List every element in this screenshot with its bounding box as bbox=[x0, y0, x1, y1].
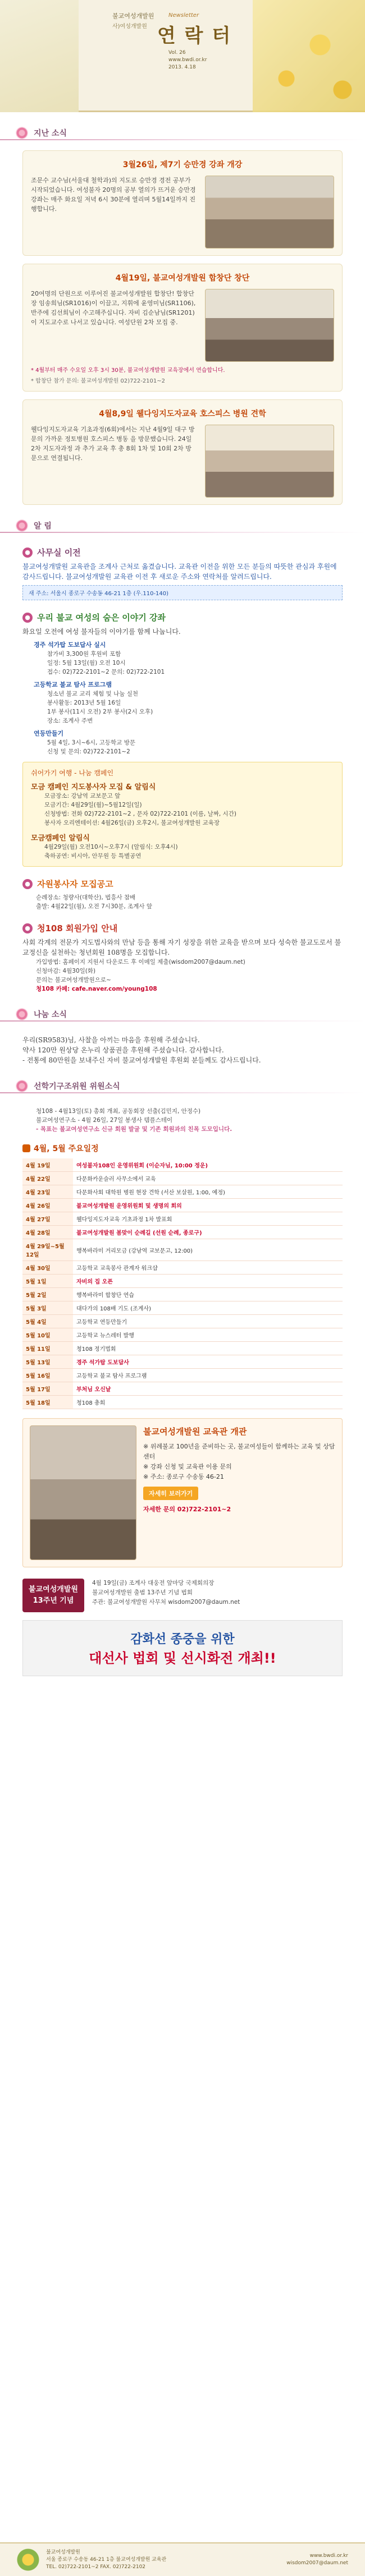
schedule-row bbox=[22, 1369, 343, 1382]
schedule-table bbox=[22, 1158, 343, 1409]
volunteer-line: 출발: 4월22일(월), 오전 7시30분, 조계사 앞 bbox=[36, 903, 153, 910]
campaign-line: 봉사자 오리엔테이션: 4월26일(금) 오후2시, 불교여성개발원 교육장 bbox=[44, 820, 220, 826]
youth-line: 가입방법: 홈페이지 지원서 다운로드 후 이메일 제출(wisdom2007@daum.net) bbox=[36, 959, 245, 965]
news-item bbox=[22, 150, 343, 256]
committee-line: - 목표는 불교여성연구소 신규 회원 발굴 및 기존 회원과의 친목 도모입니다. bbox=[36, 1126, 232, 1133]
notice-volunteer bbox=[22, 872, 343, 911]
anniversary-banner bbox=[22, 1579, 343, 1612]
schedule-row bbox=[22, 1328, 343, 1342]
flower-icon bbox=[16, 519, 28, 532]
campaign-line: 모금기간: 4월29일(월)~5월12일(일) bbox=[44, 802, 142, 808]
youth-line: 문의는 불교여성개발원으로~ bbox=[36, 977, 111, 983]
program-item-title: 고등학교 불교 탐사 프로그램 bbox=[34, 681, 112, 688]
new-address: 새 주소: 서울시 종로구 수송동 46-21 1층 (우.110-140) bbox=[22, 585, 343, 600]
schedule-date: 4월 23일 bbox=[22, 1185, 73, 1199]
news-note: * 합창단 참가 문의: 불교여성개발원 02)722-2101~2 bbox=[31, 378, 166, 384]
schedule-date: 5월 3일 bbox=[22, 1301, 73, 1315]
education-photo bbox=[30, 1425, 136, 1560]
anniversary-line: 4월 19일(금) 조계사 대웅전 앞마당 국제회의장 bbox=[92, 1580, 215, 1586]
ceremony-line: 4월29일(월) 오전10시~오후7시 (알림식: 오후4시) bbox=[44, 844, 178, 850]
program-line: 참가비 3,300원 후원비 포함 bbox=[47, 651, 121, 657]
schedule-date: 4월 29일~5월12일 bbox=[22, 1239, 73, 1261]
schedule-event: 대다가의 108배 기도 (조계사) bbox=[73, 1301, 343, 1315]
issue-date: 2013. 4.18 bbox=[168, 65, 196, 70]
schedule-row bbox=[22, 1212, 343, 1226]
schedule-date: 5월 18일 bbox=[22, 1396, 73, 1409]
schedule-row bbox=[22, 1396, 343, 1409]
section-title: 알 림 bbox=[34, 522, 52, 531]
section-share bbox=[0, 1005, 365, 1024]
schedule-event: 고등학교 연등만들기 bbox=[73, 1315, 343, 1328]
section-title: 나눔 소식 bbox=[34, 1010, 67, 1019]
schedule-row bbox=[22, 1342, 343, 1355]
notice-campaign bbox=[22, 762, 343, 867]
event-banner-line2: 대선사 법회 및 선시화전 개최!! bbox=[89, 1650, 276, 1666]
footer-address: 서울 종로구 수송동 46-21 1층 불교여성개발원 교육관 bbox=[46, 2556, 167, 2563]
footer-phone: TEL. 02)722-2101~2 FAX. 02)722-2102 bbox=[46, 2564, 146, 2570]
news-title: 3월26일, 제7기 승만경 강좌 개강 bbox=[122, 160, 243, 169]
schedule-date: 4월 30일 bbox=[22, 1261, 73, 1275]
section-past-news bbox=[0, 123, 365, 142]
section-divider bbox=[0, 139, 365, 140]
news-text: 20여명의 단원으로 이루어진 불교여성개발원 합창단! 합창단장 임송희님(SR1016)이 이끌고, 지휘에 윤영미님(SR1106), 반주에 김선희님이 수고해주십니다. 자비 김순남님(SR1201)이 지도교수로 나서고 있습니다. 여성단원 2차 모집 중. bbox=[31, 290, 196, 326]
newsletter-label: Newsletter bbox=[168, 12, 199, 19]
section-committee bbox=[0, 1077, 365, 1096]
bullet-icon: ● bbox=[22, 613, 33, 623]
news-title: 4월19일, 불교여성개발원 합창단 창단 bbox=[115, 274, 250, 283]
campaign-line: 모금장소: 강남역 교보문고 앞 bbox=[44, 793, 121, 799]
footer bbox=[0, 2542, 365, 2576]
org-sub: 사)여성개발원 bbox=[112, 24, 147, 30]
hospice-photo bbox=[205, 425, 334, 498]
committee-block bbox=[22, 1101, 343, 1134]
ceremony-line: 축하공연: 비시아, 안무원 등 특별공연 bbox=[44, 853, 142, 859]
schedule-date: 4월 22일 bbox=[22, 1172, 73, 1185]
schedule-row bbox=[22, 1382, 343, 1396]
program-line: 청소년 불교 교리 체험 및 나눔 실천 bbox=[47, 691, 139, 697]
news-item bbox=[22, 264, 343, 392]
schedule-event: 청108 총회 bbox=[73, 1396, 343, 1409]
schedule-date: 4월 27일 bbox=[22, 1212, 73, 1226]
event-banner-line1: 감화선 종중을 위한 bbox=[130, 1632, 235, 1646]
schedule-date: 5월 2일 bbox=[22, 1288, 73, 1301]
schedule-title: 4월, 5월 주요일정 bbox=[34, 1144, 99, 1153]
program-item bbox=[34, 680, 343, 756]
education-line: ※ 주소: 종로구 수송동 46-21 bbox=[143, 1473, 224, 1480]
campaign-title: 모금 캠페인 지도봉사자 모집 & 알림식 bbox=[31, 783, 156, 792]
section-divider bbox=[0, 1092, 365, 1093]
schedule-row bbox=[22, 1158, 343, 1172]
ceremony-title: 모금캠페인 알림식 bbox=[31, 834, 90, 843]
youth-body: 사회 각계의 전문가 지도법사와의 만남 등을 통해 자기 성장을 위한 교육을 받으며 보다 성숙한 불교도로서 불교정신을 실천하는 청년회원 108명을 모집합니다. bbox=[22, 939, 341, 956]
notice-title: 청108 회원가입 안내 bbox=[37, 923, 118, 933]
footer-url[interactable]: www.bwdi.or.kr bbox=[309, 2553, 348, 2559]
volunteer-line: 순례장소: 청량사(대학산), 법흥사 참배 bbox=[36, 894, 136, 901]
schedule-date: 4월 19일 bbox=[22, 1158, 73, 1172]
section-notice bbox=[0, 516, 365, 535]
anniversary-line: 주관: 불교여성개발원 사무처 wisdom2007@daum.net bbox=[92, 1599, 240, 1606]
schedule-event: 고등학교 불교 탐사 프로그램 bbox=[73, 1369, 343, 1382]
masthead bbox=[0, 0, 365, 112]
schedule-event: 다문화사회 대학원 병원 현장 견학 (서산 보살원, 1:00, 예정) bbox=[73, 1185, 343, 1199]
notice-youth bbox=[22, 917, 343, 993]
schedule-date: 4월 28일 bbox=[22, 1226, 73, 1239]
schedule-event: 행복바라미 합창단 연습 bbox=[73, 1288, 343, 1301]
schedule-date: 5월 16일 bbox=[22, 1369, 73, 1382]
program-line: 5월 4일, 3시~6시, 고등학교 방문 bbox=[47, 739, 135, 746]
notice-title: 사무실 이전 bbox=[37, 548, 81, 558]
schedule-event: 다문화카운슬러 사무소에서 교육 bbox=[73, 1172, 343, 1185]
schedule-date: 5월 4일 bbox=[22, 1315, 73, 1328]
section-title: 지난 소식 bbox=[34, 129, 67, 138]
program-sub-title: 연등만들기 bbox=[34, 730, 64, 737]
schedule-row bbox=[22, 1261, 343, 1275]
schedule-row bbox=[22, 1239, 343, 1261]
notice-moving bbox=[22, 541, 343, 600]
news-note: * 4월부터 매주 수요일 오후 3시 30분, 불교여성개발원 교육장에서 연습합니다. bbox=[31, 367, 225, 374]
schedule-event: 불교여성개발원 봄맞이 순례길 (선원 순례, 종로구) bbox=[73, 1226, 343, 1239]
schedule-date: 5월 1일 bbox=[22, 1275, 73, 1288]
committee-line: 불교여성연구소 - 4월 26일, 27일 봉생사 템플스테이 bbox=[36, 1117, 173, 1124]
newsletter-title: 연 락 터 bbox=[157, 25, 232, 47]
bullet-icon: ● bbox=[22, 548, 33, 558]
committee-line: 청108 - 4월13일(토) 총회 개최, 공동회장 선출(김민지, 안정수) bbox=[36, 1108, 201, 1115]
schedule-event: 행복바라미 거리모금 (강남역 교보문고, 12:00) bbox=[73, 1239, 343, 1261]
notice-body: 화요일 오전에 여성 불자들의 이야기를 함께 나눕니다. bbox=[22, 628, 181, 636]
calendar-icon bbox=[22, 1144, 30, 1152]
masthead-flower-image bbox=[253, 0, 365, 112]
schedule-date: 5월 17일 bbox=[22, 1382, 73, 1396]
education-line: ※ 위례불교 100년을 준비하는 곳, 불교여성들이 함께하는 교육 및 상담센터 bbox=[143, 1443, 335, 1460]
youth-cafe-link[interactable]: 청108 카페: cafe.naver.com/young108 bbox=[36, 986, 157, 992]
schedule-event: 웰다잉지도자교육 기초과정 1차 발표회 bbox=[73, 1212, 343, 1226]
share-line: 약사 120만 원상당 온누리 상품권을 후원해 주셨습니다. 감사합니다. bbox=[22, 1046, 224, 1054]
youth-line: 신청마감: 4월30일(화) bbox=[36, 968, 96, 974]
anniversary-line: 불교여성개발원 출범 13주년 기념 법회 bbox=[92, 1589, 193, 1596]
schedule-event: 고등학교 교육봉사 관계자 워크샵 bbox=[73, 1261, 343, 1275]
schedule-event: 부처님 오신날 bbox=[73, 1382, 343, 1396]
bullet-icon: ● bbox=[22, 923, 33, 933]
anniversary-badge: 불교여성개발원 13주년 기념 bbox=[22, 1579, 84, 1612]
program-line: 신청 및 문의: 02)722-2101~2 bbox=[47, 748, 130, 755]
bullet-icon: ● bbox=[22, 879, 33, 889]
education-contact: 자세한 문의 02)722-2101~2 bbox=[143, 1506, 231, 1513]
education-line: ※ 강좌 신청 및 교육관 이용 문의 bbox=[143, 1463, 232, 1470]
schedule-row bbox=[22, 1315, 343, 1328]
footer-email[interactable]: wisdom2007@daum.net bbox=[286, 2560, 348, 2566]
program-item bbox=[34, 640, 343, 677]
education-center bbox=[22, 1418, 343, 1567]
news-text: 웰다잉지도자교육 기초과정(6회)에서는 지난 4월9일 대구 방문의 가까운 정토병원 호스피스 병동 을 방문했습니다. 24일 2차 지도자과정 과 추가 교육 후 총 8회 1차 및 10회 2차 방 문으로 연결됩니다. bbox=[31, 426, 195, 462]
share-block bbox=[22, 1029, 343, 1065]
org-name: 불교여성개발원 bbox=[112, 12, 154, 20]
choir-photo bbox=[205, 289, 334, 362]
news-title: 4월8,9일 웰다잉지도자교육 호스피스 병원 견학 bbox=[99, 410, 266, 418]
program-line: 봉사활동: 2013년 5월 16일 bbox=[47, 700, 121, 706]
notice-title-row bbox=[22, 878, 343, 890]
notice-title-row bbox=[22, 546, 343, 558]
schedule-event: 불교여성개발원 운영위원회 및 생명의 회의 bbox=[73, 1199, 343, 1212]
schedule-date: 5월 10일 bbox=[22, 1328, 73, 1342]
notice-title: 자원봉사자 모집공고 bbox=[37, 879, 113, 889]
event-banner[interactable] bbox=[22, 1620, 343, 1676]
notice-title-row bbox=[22, 922, 343, 934]
schedule-event: 고등학교 뉴스레터 발행 bbox=[73, 1328, 343, 1342]
campaign-headline: 쉬어가기 여행 - 나눔 캠페인 bbox=[31, 769, 114, 777]
flower-icon bbox=[16, 1080, 28, 1092]
schedule-row bbox=[22, 1288, 343, 1301]
campaign-line: 신청방법: 전화 02)722-2101~2 , 문자 02)722-2101 (이름, 날짜, 시간) bbox=[44, 811, 236, 817]
more-info-button[interactable]: 자세히 보러가기 bbox=[143, 1487, 198, 1500]
program-item-title: 경주 석가탑 도보답사 실시 bbox=[34, 641, 106, 648]
program-line: 접수: 02)722-2101~2 문의: 02)722-2101 bbox=[47, 669, 165, 675]
share-line: 우리(SR9583)님, 사찰을 아끼는 마음을 후원해 주셨습니다. bbox=[22, 1036, 200, 1044]
schedule-row bbox=[22, 1355, 343, 1369]
section-divider bbox=[0, 1020, 365, 1022]
schedule-event: 경주 석가탑 도보답사 bbox=[73, 1355, 343, 1369]
program-line: 1부 봉사(11시 오전) 2부 봉사(2시 오후) bbox=[47, 709, 153, 715]
program-line: 장소: 조계사 주변 bbox=[47, 717, 93, 724]
org-logo-icon bbox=[17, 2549, 39, 2571]
notice-title: 우리 불교 여성의 숨은 이야기 강좌 bbox=[37, 613, 166, 623]
schedule-event: 청108 정기법회 bbox=[73, 1342, 343, 1355]
masthead-decoration-left bbox=[0, 0, 79, 112]
program-line: 일정: 5월 13일(월) 오전 10시 bbox=[47, 660, 126, 666]
news-text: 조문수 교수님(서울대 철학과)의 지도로 승만경 경전 공부가 시작되었습니다. 여성불자 20명의 공부 열의가 뜨거운 승만경 강좌는 매주 화요일 저녁 6시 30분에 열리며 5월14일까지 진행합니다. bbox=[31, 177, 196, 213]
volume: Vol. 26 bbox=[168, 50, 186, 56]
schedule-event: 자비의 집 오픈 bbox=[73, 1275, 343, 1288]
section-title: 선학기구조위원 위원소식 bbox=[34, 1082, 120, 1091]
schedule-row bbox=[22, 1185, 343, 1199]
schedule-row bbox=[22, 1275, 343, 1288]
notice-program bbox=[22, 606, 343, 756]
news-item bbox=[22, 399, 343, 505]
flower-icon bbox=[16, 1008, 28, 1020]
footer-org: 불교여성개발원 bbox=[46, 2549, 80, 2555]
education-title: 불교여성개발원 교육관 개관 bbox=[143, 1427, 247, 1437]
masthead-meta bbox=[168, 49, 207, 71]
schedule-date: 4월 26일 bbox=[22, 1199, 73, 1212]
schedule-date: 5월 11일 bbox=[22, 1342, 73, 1355]
schedule-header bbox=[22, 1143, 343, 1154]
schedule-row bbox=[22, 1226, 343, 1239]
schedule-row bbox=[22, 1301, 343, 1315]
flower-icon bbox=[16, 127, 28, 139]
schedule-event: 여성불자108인 운영위원회 (이순자님, 10:00 정운) bbox=[73, 1158, 343, 1172]
schedule-row bbox=[22, 1172, 343, 1185]
lecture-photo bbox=[205, 176, 334, 249]
schedule-date: 5월 13일 bbox=[22, 1355, 73, 1369]
notice-body: 불교여성개발원 교육관을 조계사 근처로 옮겼습니다. 교육관 이전을 위한 모든 분들의 따뜻한 관심과 후원에 감사드립니다. 불교여성개발원 교육관 이전 후 새로운 주소와 연락처를 알려드립니다. bbox=[22, 563, 337, 581]
section-divider bbox=[0, 532, 365, 533]
notice-title-row bbox=[22, 611, 343, 623]
share-line: - 전통에 80만원을 보내주신 자비 불교여성개발원 후원회 분들께도 감사드립니다. bbox=[22, 1056, 261, 1064]
site-url[interactable]: www.bwdi.or.kr bbox=[168, 57, 207, 63]
schedule-row bbox=[22, 1199, 343, 1212]
